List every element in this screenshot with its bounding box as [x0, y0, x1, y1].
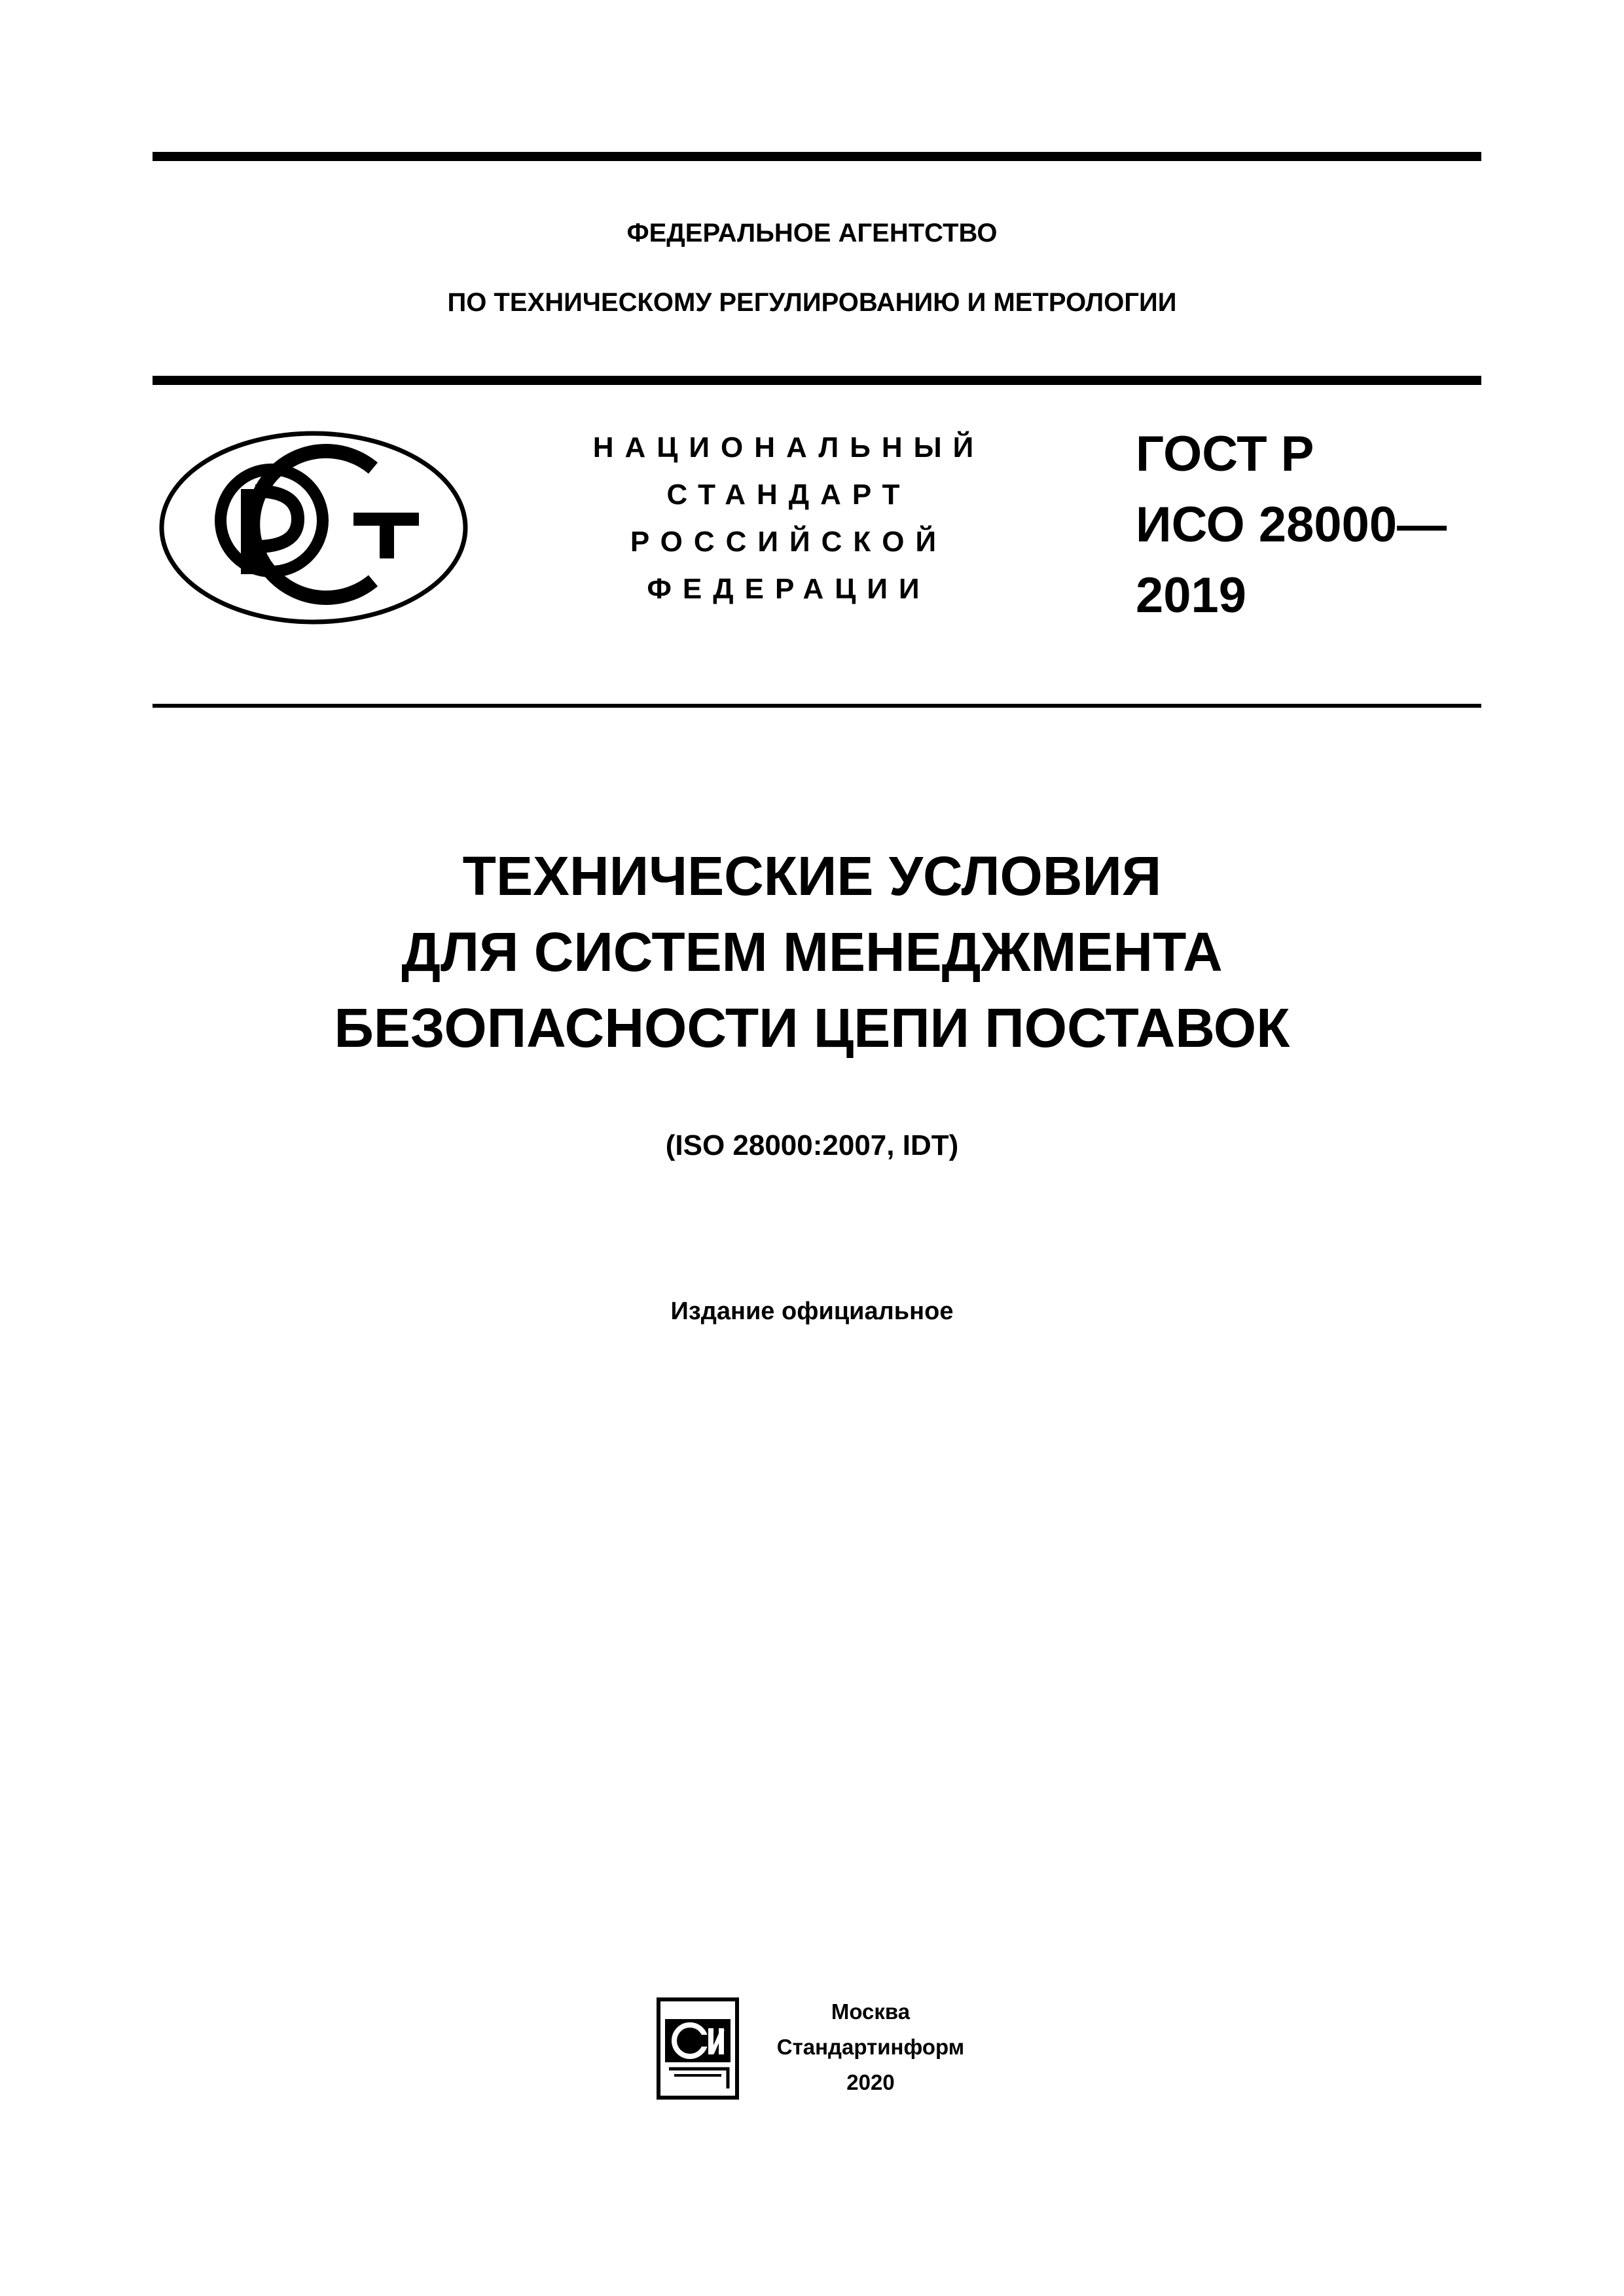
national-line: ФЕДЕРАЦИИ	[647, 573, 931, 605]
national-line: СТАНДАРТ	[666, 479, 911, 511]
publisher-block	[759, 1994, 982, 2100]
designation-line: ГОСТ Р	[1136, 426, 1314, 482]
iso-reference: (ISO 28000:2007, IDT)	[665, 1129, 959, 1161]
document-title	[0, 838, 1624, 1066]
agency-line-1: ФЕДЕРАЛЬНОЕ АГЕНТСТВО	[626, 219, 998, 247]
seal-text: РСТ	[314, 625, 316, 626]
top-rule	[153, 152, 1481, 161]
edition-label: Издание официальное	[670, 1298, 954, 1325]
national-line: НАЦИОНАЛЬНЫЙ	[592, 431, 985, 464]
title-rule	[153, 704, 1481, 708]
rst-seal-logo	[157, 429, 470, 627]
title-line: БЕЗОПАСНОСТИ ЦЕПИ ПОСТАВОК	[334, 997, 1290, 1059]
designation-line: ИСО 28000—	[1136, 497, 1447, 553]
agency-line-2: ПО ТЕХНИЧЕСКОМУ РЕГУЛИРОВАНИЮ И МЕТРОЛОГИИ	[447, 288, 1177, 317]
publisher-name: Стандартинформ	[776, 2035, 965, 2059]
publisher-city: Москва	[831, 1999, 911, 2024]
national-line: РОССИЙСКОЙ	[630, 526, 948, 558]
title-line: ТЕХНИЧЕСКИЕ УСЛОВИЯ	[462, 845, 1162, 907]
publisher-year: 2020	[846, 2070, 895, 2094]
national-standard-label	[556, 424, 1021, 613]
standartinform-logo	[656, 1997, 748, 2102]
standard-designation	[1136, 419, 1447, 631]
title-line: ДЛЯ СИСТЕМ МЕНЕДЖМЕНТА	[401, 921, 1223, 983]
header-rule	[153, 376, 1481, 385]
designation-line: 2019	[1136, 568, 1247, 623]
